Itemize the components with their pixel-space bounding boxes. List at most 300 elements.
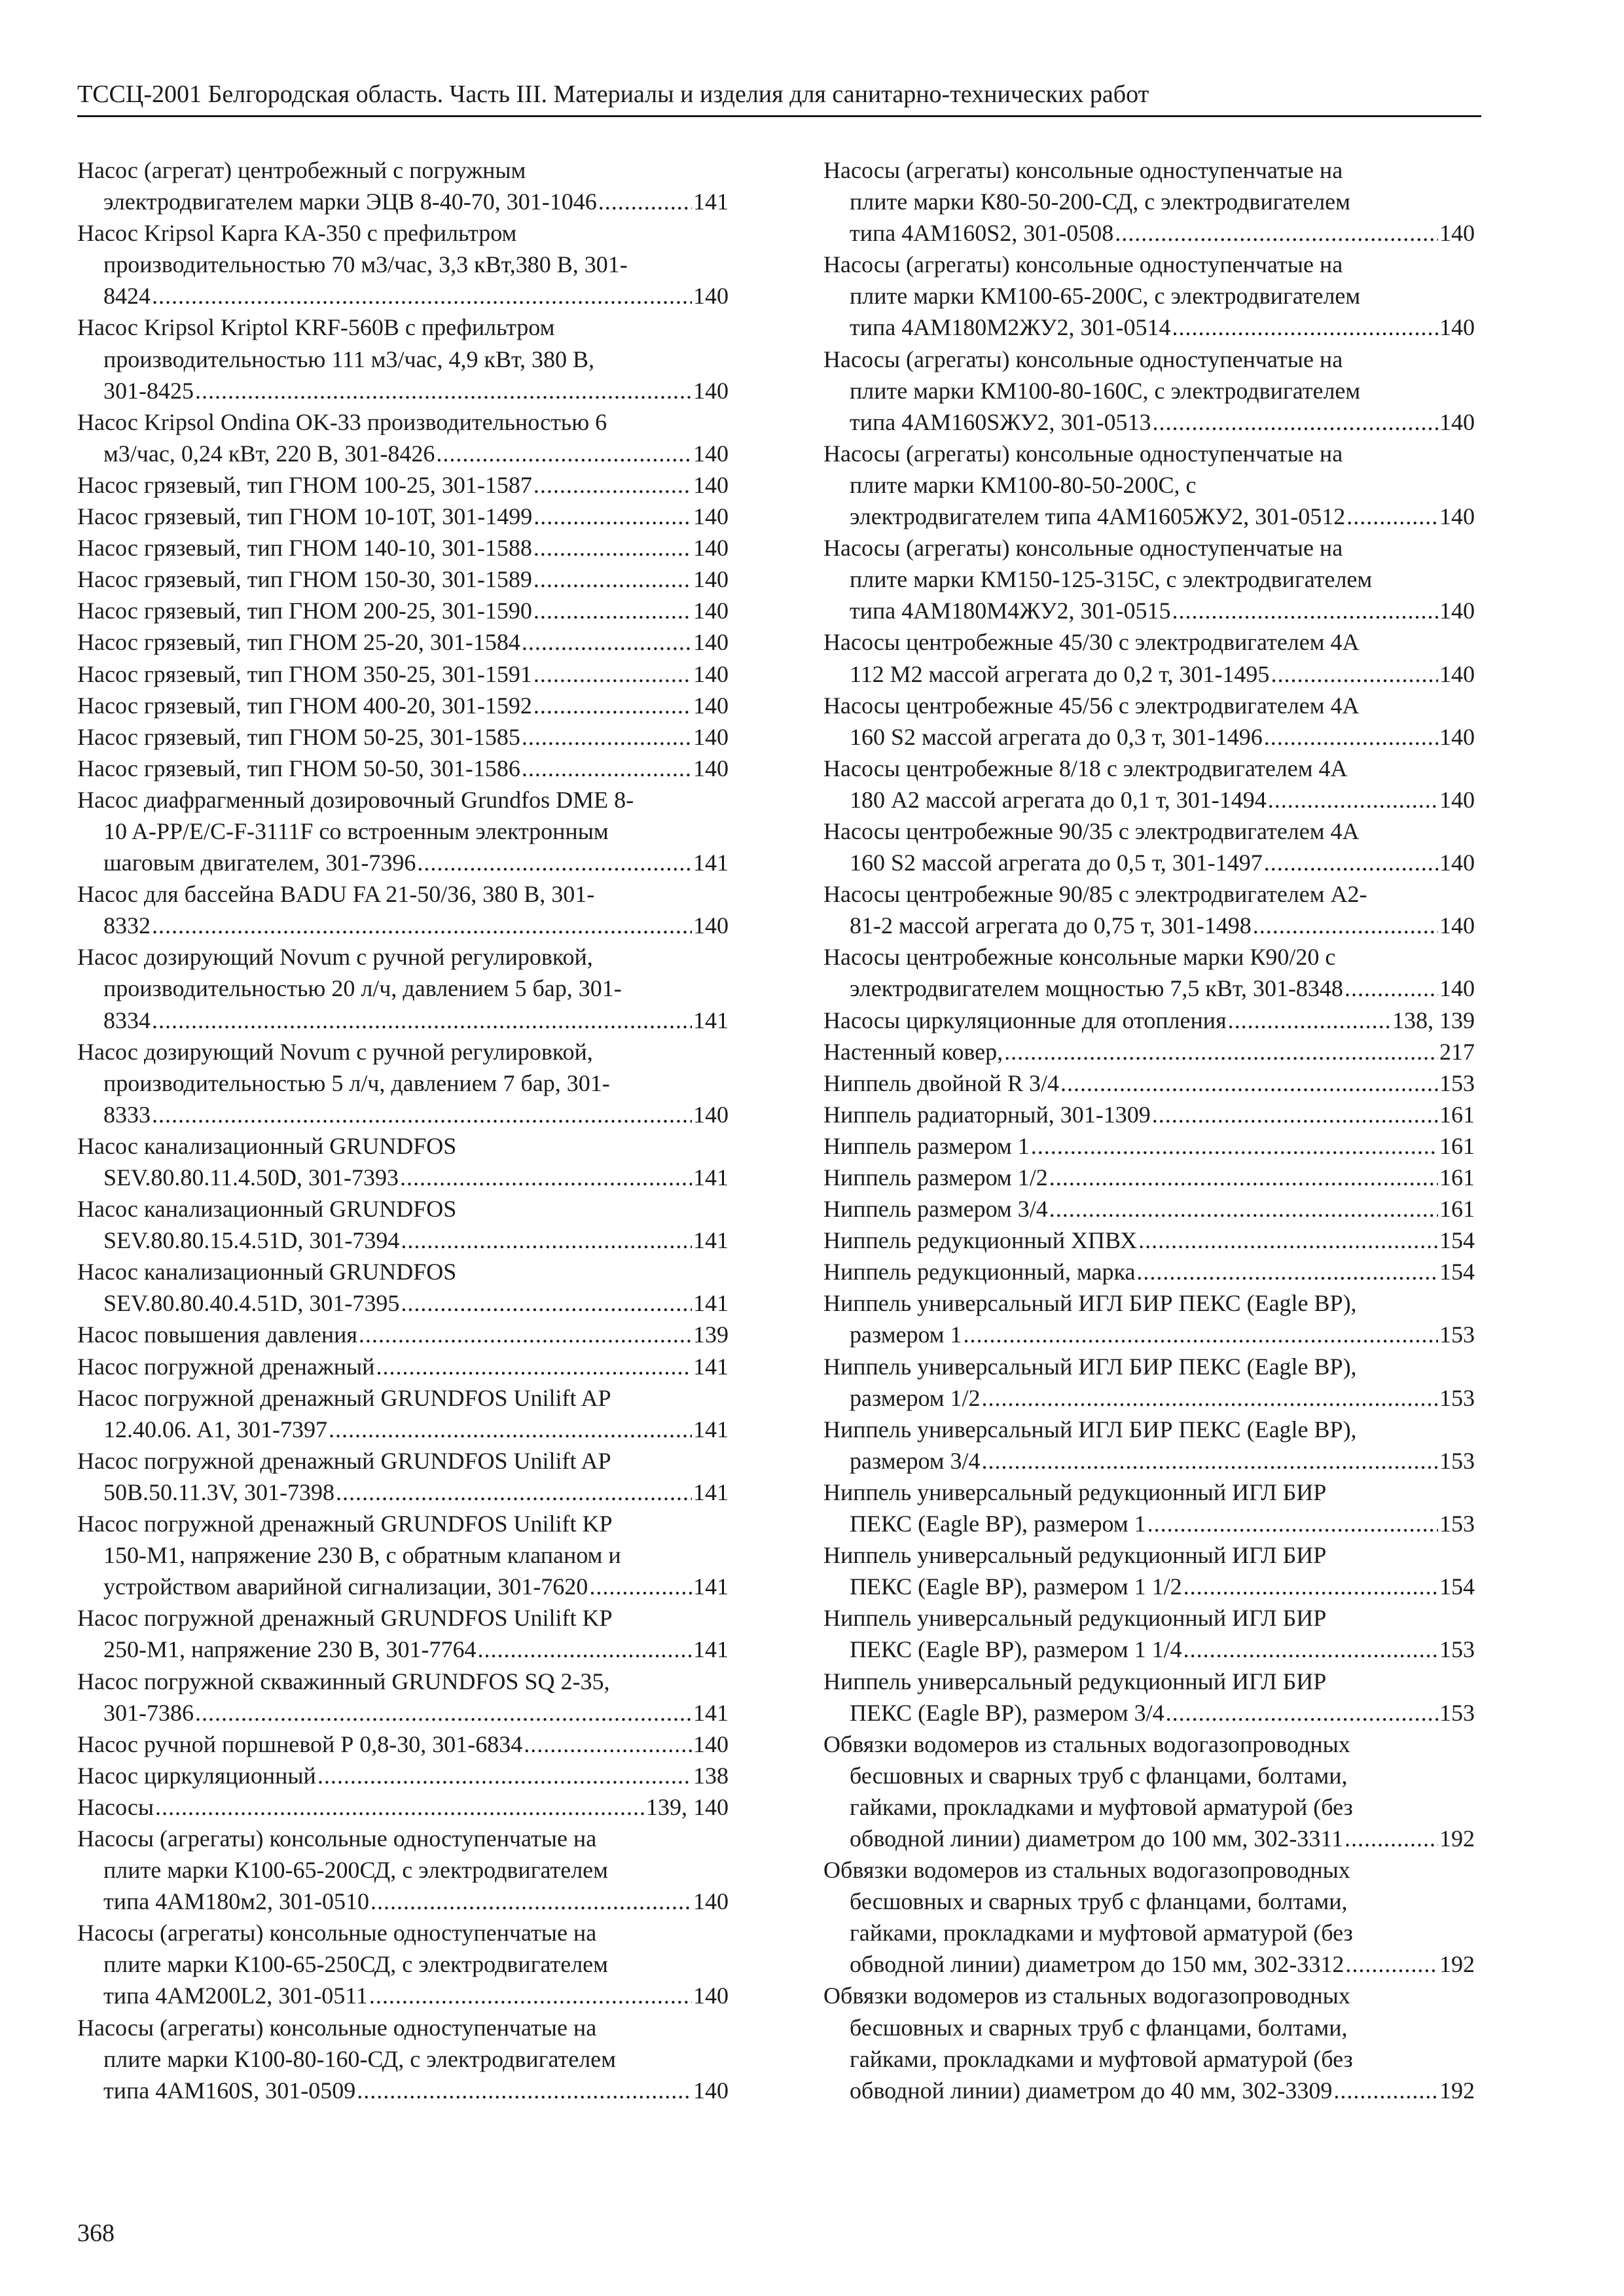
dot-leader	[522, 753, 692, 784]
index-entry	[823, 690, 1475, 753]
index-entry	[823, 154, 1475, 249]
index-entry-text: Ниппель универсальный ИГЛ БИР ПЕКС (Eagle BP),	[823, 1416, 1357, 1443]
dot-leader	[1115, 217, 1438, 249]
dot-leader	[477, 1634, 692, 1665]
index-entry-page: 140	[693, 2077, 729, 2104]
dot-leader	[329, 1414, 692, 1445]
index-entry-text: Насос грязевый, тип ГНОМ 350-25, 301-1591	[77, 660, 532, 687]
index-entry-text: гайками, прокладками и муфтовой арматурой (без	[850, 1920, 1353, 1946]
index-entry	[77, 1823, 729, 1917]
index-entry-last-line	[77, 1351, 729, 1382]
index-entry-last-line	[77, 1414, 729, 1445]
dot-leader	[152, 1005, 692, 1036]
dot-leader	[1183, 1634, 1438, 1665]
index-entry-last-line	[823, 1948, 1475, 1980]
index-entry	[823, 1351, 1475, 1414]
index-entry-text: электродвигателем типа 4АМ1605ЖУ2, 301-0512	[850, 503, 1346, 530]
index-entry-text: Насос погружной скважинный GRUNDFOS SQ 2-35,	[77, 1668, 610, 1695]
index-entry-last-line	[823, 1634, 1475, 1665]
index-entry-text: Насосы центробежные 90/35 с электродвигателем 4А	[823, 817, 1360, 844]
index-entry	[823, 1539, 1475, 1602]
index-entry-text: плите марки КМ100-65-200С, с электродвигателем	[850, 283, 1361, 310]
index-entry-last-line	[77, 1760, 729, 1791]
index-entry	[823, 532, 1475, 626]
header-title: ТССЦ-2001 Белгородская область. Часть III. Материалы и изделия для санитарно-технических работ	[77, 81, 1149, 108]
index-entry-text: Насосы (агрегаты) консольные одноступенчатые на	[77, 1920, 597, 1946]
index-entry-text: Насос для бассейна BADU FA 21-50/36, 380 В, 301-	[77, 881, 595, 908]
index-entry-text: бесшовных и сварных труб с фланцами, болтами,	[850, 2014, 1348, 2041]
index-entry-text: 160 S2 массой агрегата до 0,3 т, 301-1496	[850, 723, 1263, 750]
index-entry-text: электродвигателем мощностью 7,5 кВт, 301-8348	[850, 975, 1343, 1002]
dot-leader	[1172, 595, 1438, 626]
index-entry-text: размером 1/2	[850, 1384, 981, 1411]
dot-leader	[1333, 2075, 1438, 2106]
index-entry-text: Насосы (агрегаты) консольные одноступенчатые на	[823, 346, 1343, 372]
index-entry-page: 153	[1439, 1447, 1475, 1474]
index-entry-last-line	[77, 1634, 729, 1665]
index-entry	[77, 784, 729, 878]
index-entry	[77, 1791, 729, 1823]
dot-leader	[195, 1697, 692, 1729]
dot-leader	[589, 1571, 692, 1602]
dot-leader	[533, 469, 692, 501]
dot-leader	[1344, 973, 1438, 1004]
index-entry-text: Насос канализационный GRUNDFOS	[77, 1132, 457, 1159]
dot-leader	[369, 1980, 692, 2011]
index-entry-text: Насос Kripsol Ondina OK-33 производительностью 6	[77, 408, 607, 435]
page-number: 368	[77, 2219, 115, 2247]
index-entry-text: Насос погружной дренажный	[77, 1353, 375, 1380]
index-entry	[77, 564, 729, 595]
index-entry-page: 141	[693, 1479, 729, 1505]
index-entry-text: Насос погружной дренажный GRUNDFOS Unilift AP	[77, 1384, 611, 1411]
index-entry	[77, 1036, 729, 1130]
index-entry	[77, 658, 729, 690]
index-entry-page: 192	[1439, 2077, 1475, 2104]
index-entry-page: 140	[1439, 786, 1475, 813]
index-entry-text: Насосы (агрегаты) консольные одноступенчатые на	[823, 157, 1343, 183]
index-entry-last-line	[823, 1067, 1475, 1099]
index-entry-last-line	[77, 1729, 729, 1760]
index-entry-text: Насос ручной поршневой Р 0,8-30, 301-6834	[77, 1731, 523, 1757]
dot-leader	[155, 1791, 645, 1823]
index-entry-last-line	[77, 753, 729, 784]
index-entry-last-line	[77, 438, 729, 469]
dot-leader	[195, 375, 692, 406]
index-entry-text: Насос грязевый, тип ГНОМ 200-25, 301-1590	[77, 598, 532, 624]
index-entry-text: Ниппель радиаторный, 301-1309	[823, 1101, 1151, 1128]
index-entry-text: электродвигателем марки ЭЦВ 8-40-70, 301-1046	[103, 188, 597, 215]
index-entry	[77, 1602, 729, 1665]
index-entry-page: 141	[693, 1164, 729, 1191]
index-entry-page: 140	[693, 723, 729, 750]
index-column-left	[77, 154, 729, 2106]
index-entry-text: 50B.50.11.3V, 301-7398	[103, 1479, 335, 1505]
index-entry-last-line	[823, 1697, 1475, 1729]
index-entry-text: 8332	[103, 912, 151, 939]
index-entry-last-line	[77, 2075, 729, 2106]
dot-leader	[598, 186, 692, 217]
index-entry-last-line	[77, 1099, 729, 1130]
index-entry	[823, 1854, 1475, 1980]
index-entry-text: Насос грязевый, тип ГНОМ 50-50, 301-1586	[77, 755, 520, 781]
index-entry-page: 140	[693, 440, 729, 467]
index-entry-text: Насос (агрегат) центробежный с погружным	[77, 157, 526, 183]
dot-leader	[1344, 1823, 1438, 1854]
index-entry-text: 8424	[103, 283, 151, 310]
index-entry	[77, 469, 729, 501]
index-entry	[77, 1760, 729, 1791]
index-entry-text: Насосы (агрегаты) консольные одноступенчатые на	[77, 2014, 597, 2041]
index-entry-last-line	[823, 973, 1475, 1004]
index-entry-text: Обвязки водомеров из стальных водогазопроводных	[823, 1731, 1350, 1757]
index-entry-last-line	[77, 721, 729, 753]
index-entry-text: Насосы	[77, 1793, 154, 1820]
dot-leader	[524, 1729, 692, 1760]
page-header	[77, 79, 1481, 117]
index-entry-last-line	[77, 501, 729, 532]
index-entry-last-line	[823, 2075, 1475, 2106]
dot-leader	[982, 1445, 1438, 1477]
index-entry-last-line	[77, 1319, 729, 1350]
index-entry	[77, 1666, 729, 1729]
index-entry-text: Ниппель универсальный редукционный ИГЛ БИР	[823, 1668, 1327, 1695]
index-entry	[77, 1130, 729, 1193]
index-entry-last-line	[823, 1382, 1475, 1414]
index-entry-last-line	[823, 1225, 1475, 1256]
index-entry-page: 140	[1439, 975, 1475, 1002]
index-entry	[823, 1602, 1475, 1665]
index-entry-page: 154	[1439, 1259, 1475, 1285]
index-entry-text: ПЕКС (Eagle BP), размером 1	[850, 1511, 1146, 1537]
index-entry-text: Насос грязевый, тип ГНОМ 100-25, 301-1587	[77, 471, 532, 498]
index-entry-page: 140	[1439, 912, 1475, 939]
index-entry-text: Насосы (агрегаты) консольные одноступенчатые на	[77, 1825, 597, 1852]
dot-leader	[1228, 1005, 1391, 1036]
index-entry-last-line	[823, 1445, 1475, 1477]
index-entry-page: 140	[1439, 314, 1475, 341]
index-entry-last-line	[823, 1036, 1475, 1067]
dot-leader	[1264, 847, 1438, 878]
dot-leader	[317, 1760, 692, 1791]
dot-leader	[336, 1477, 692, 1508]
index-entry-text: Насосы центробежные 90/85 с электродвигателем А2-	[823, 881, 1367, 908]
index-entry-text: Насос грязевый, тип ГНОМ 10-10Т, 301-1499	[77, 503, 533, 530]
index-entry-page: 138, 139	[1392, 1007, 1475, 1033]
index-entry-page: 153	[1439, 1699, 1475, 1726]
index-entry	[77, 721, 729, 753]
index-entry-page: 154	[1439, 1227, 1475, 1254]
index-entry	[823, 816, 1475, 878]
index-entry-page: 139, 140	[646, 1793, 729, 1820]
index-entry-last-line	[77, 532, 729, 564]
index-entry-page: 153	[1439, 1384, 1475, 1411]
index-entry	[823, 1130, 1475, 1162]
index-entry-text: Насос повышения давления	[77, 1321, 357, 1348]
index-entry	[823, 1036, 1475, 1067]
index-entry-page: 140	[1439, 598, 1475, 624]
index-entry-text: 112 М2 массой агрегата до 0,2 т, 301-1495	[850, 660, 1270, 687]
index-entry	[77, 1193, 729, 1256]
index-entry-page: 141	[693, 850, 729, 876]
index-entry-last-line	[77, 1886, 729, 1917]
index-entry-text: Насосы центробежные 45/30 с электродвигателем 4А	[823, 629, 1360, 656]
index-entry-text: Насос грязевый, тип ГНОМ 50-25, 301-1585	[77, 723, 520, 750]
index-entry-page: 153	[1439, 1069, 1475, 1096]
index-entry	[823, 626, 1475, 689]
index-entry-page: 140	[693, 755, 729, 781]
index-entry-last-line	[77, 1791, 729, 1823]
index-entry-text: обводной линии) диаметром до 100 мм, 302-3311	[850, 1825, 1344, 1852]
index-entry-page: 161	[1439, 1132, 1475, 1159]
index-entry-page: 153	[1439, 1636, 1475, 1663]
index-entry-text: плите марки КМ100-80-160С, с электродвигателем	[850, 377, 1361, 404]
index-entry-last-line	[77, 1287, 729, 1319]
index-entry-last-line	[77, 1571, 729, 1602]
index-entry-page: 140	[693, 1101, 729, 1128]
index-entry-text: ПЕКС (Eagle BP), размером 1 1/4	[850, 1636, 1182, 1663]
dot-leader	[152, 1099, 692, 1130]
index-entry-text: Насосы циркуляционные для отопления	[823, 1007, 1227, 1033]
dot-leader	[1153, 406, 1439, 438]
index-entry	[77, 154, 729, 217]
index-entry-last-line	[77, 595, 729, 626]
index-entry-last-line	[823, 1162, 1475, 1193]
dot-leader	[1346, 501, 1438, 532]
index-entry-text: SEV.80.80.15.4.51D, 301-7394	[103, 1227, 400, 1254]
index-entry-text: Ниппель двойной R 3/4	[823, 1069, 1060, 1096]
index-entry	[823, 1666, 1475, 1729]
index-entry	[823, 753, 1475, 816]
index-entry-page: 140	[1439, 503, 1475, 530]
index-entry-page: 140	[1439, 660, 1475, 687]
dot-leader	[152, 910, 692, 941]
index-entry	[823, 438, 1475, 532]
index-entry-text: плите марки К100-65-200СД, с электродвигателем	[103, 1857, 608, 1884]
index-entry-last-line	[823, 501, 1475, 532]
index-entry-text: Насосы центробежные 45/56 с электродвигателем 4А	[823, 692, 1360, 719]
index-entry-text: 160 S2 массой агрегата до 0,5 т, 301-1497	[850, 850, 1263, 876]
index-entry	[823, 1193, 1475, 1225]
index-entry-text: Насосы (агрегаты) консольные одноступенчатые на	[823, 251, 1343, 278]
index-entry-last-line	[823, 1256, 1475, 1287]
index-entry	[823, 1414, 1475, 1477]
index-entry-text: типа 4АМ160S, 301-0509	[103, 2077, 356, 2104]
dot-leader	[1049, 1193, 1438, 1225]
index-entry	[823, 1225, 1475, 1256]
index-entry	[77, 941, 729, 1035]
index-entry	[77, 217, 729, 312]
index-entry-page: 139	[693, 1321, 729, 1348]
dot-leader	[401, 1287, 692, 1319]
index-entry	[77, 1351, 729, 1382]
index-entry-text: Насосы центробежные консольные марки К90/20 с	[823, 944, 1336, 971]
index-entry-text: бесшовных и сварных труб с фланцами, болтами,	[850, 1888, 1348, 1915]
index-entry-text: Насос Kripsol Kriptol KRF-560B с префильтром	[77, 314, 555, 341]
dot-leader	[1166, 1697, 1438, 1729]
index-entry-last-line	[77, 658, 729, 690]
index-entry	[823, 1980, 1475, 2106]
index-entry-text: 180 А2 массой агрегата до 0,1 т, 301-1494	[850, 786, 1267, 813]
index-entry-text: типа 4АМ160SЖУ2, 301-0513	[850, 408, 1151, 435]
index-entry-text: Ниппель универсальный редукционный ИГЛ БИР	[823, 1542, 1327, 1569]
index-entry-text: производительностью 5 л/ч, давлением 7 бар, 301-	[103, 1069, 610, 1096]
dot-leader	[1271, 658, 1438, 690]
index-entry-page: 153	[1439, 1321, 1475, 1348]
index-entry	[77, 1256, 729, 1319]
index-entry	[77, 1917, 729, 2011]
index-entry-text: 81-2 массой агрегата до 0,75 т, 301-1498	[850, 912, 1252, 939]
index-entry-text: 301-7386	[103, 1699, 194, 1726]
dot-leader	[533, 595, 692, 626]
index-entry-last-line	[77, 186, 729, 217]
index-entry-text: ПЕКС (Eagle BP), размером 1 1/2	[850, 1573, 1182, 1600]
index-entry-last-line	[77, 1980, 729, 2011]
index-entry-page: 138	[693, 1762, 729, 1789]
index-entry	[823, 1729, 1475, 1854]
index-entry-text: 8333	[103, 1101, 151, 1128]
index-entry-page: 161	[1439, 1101, 1475, 1128]
index-entry-text: производительностью 70 м3/час, 3,3 кВт,380 В, 301-	[103, 251, 628, 278]
index-entry	[823, 1287, 1475, 1350]
index-entry-page: 140	[693, 471, 729, 498]
index-entry-text: устройством аварийной сигнализации, 301-7620	[103, 1573, 588, 1600]
index-entry-text: Ниппель универсальный ИГЛ БИР ПЕКС (Eagle BP),	[823, 1290, 1357, 1317]
index-entry-last-line	[77, 910, 729, 941]
index-entry-last-line	[77, 1162, 729, 1193]
index-entry-text: Насос циркуляционный	[77, 1762, 316, 1789]
index-entry-text: Ниппель размером 1	[823, 1132, 1030, 1159]
dot-leader	[533, 690, 692, 721]
dot-leader	[533, 658, 692, 690]
index-entry-text: типа 4АМ180М4ЖУ2, 301-0515	[850, 598, 1171, 624]
index-entry-page: 140	[693, 660, 729, 687]
index-entry-text: Обвязки водомеров из стальных водогазопроводных	[823, 1857, 1350, 1884]
index-entry	[77, 1382, 729, 1445]
index-entry	[823, 1256, 1475, 1287]
index-entry-page: 140	[693, 377, 729, 404]
index-entry-text: размером 1	[850, 1321, 962, 1348]
index-entry-text: Насос грязевый, тип ГНОМ 400-20, 301-1592	[77, 692, 532, 719]
index-entry-last-line	[823, 1571, 1475, 1602]
index-entry-last-line	[77, 564, 729, 595]
index-entry-page: 217	[1439, 1038, 1475, 1065]
index-entry-page: 140	[693, 692, 729, 719]
dot-leader	[1004, 1036, 1438, 1067]
index-entry-page: 140	[1439, 220, 1475, 247]
index-entry-page: 141	[693, 1416, 729, 1443]
dot-leader	[1060, 1067, 1438, 1099]
index-entry-text: 10 A-PP/E/C-F-3111F со встроенным электронным	[103, 817, 609, 844]
index-entry-page: 153	[1439, 1511, 1475, 1537]
index-entry-page: 140	[1439, 723, 1475, 750]
index-entry-text: Насос дозирующий Novum с ручной регулировкой,	[77, 944, 593, 971]
index-entry-page: 140	[693, 1731, 729, 1757]
index-entry-text: Насосы (агрегаты) консольные одноступенчатые на	[823, 440, 1343, 467]
index-entry	[823, 1162, 1475, 1193]
dot-leader	[1268, 784, 1438, 816]
index-entry-text: Ниппель универсальный ИГЛ БИР ПЕКС (Eagle BP),	[823, 1353, 1357, 1380]
index-entry-last-line	[823, 1193, 1475, 1225]
index-entry-text: Насосы центробежные 8/18 с электродвигателем 4А	[823, 755, 1348, 781]
index-entry-text: обводной линии) диаметром до 40 мм, 302-3309	[850, 2077, 1333, 2104]
dot-leader	[376, 1351, 692, 1382]
index-entry-text: Насос грязевый, тип ГНОМ 150-30, 301-1589	[77, 566, 532, 593]
index-entry	[77, 753, 729, 784]
index-entry-last-line	[823, 1130, 1475, 1162]
index-entry	[77, 626, 729, 658]
index-entry-last-line	[77, 375, 729, 406]
index-entry-text: производительностью 111 м3/час, 4,9 кВт, 380 В,	[103, 346, 595, 372]
index-entry-page: 140	[693, 1982, 729, 2009]
index-entry-page: 140	[693, 535, 729, 562]
index-entry-text: плите марки К100-65-250СД, с электродвигателем	[103, 1951, 608, 1978]
index-entry-page: 141	[693, 1573, 729, 1600]
index-entry-text: гайками, прокладками и муфтовой арматурой (без	[850, 1793, 1353, 1820]
index-entry-last-line	[823, 721, 1475, 753]
index-entry-page: 141	[693, 1636, 729, 1663]
index-column-right	[823, 154, 1475, 2106]
index-entry-page: 161	[1439, 1196, 1475, 1223]
index-entry-text: 301-8425	[103, 377, 194, 404]
index-entry-last-line	[823, 847, 1475, 878]
index-entry-text: бесшовных и сварных труб с фланцами, болтами,	[850, 1762, 1348, 1789]
index-entry-text: м3/час, 0,24 кВт, 220 В, 301-8426	[103, 440, 435, 467]
index-entry-page: 141	[693, 1290, 729, 1317]
index-entry-last-line	[823, 1508, 1475, 1539]
index-entry-page: 140	[693, 912, 729, 939]
dot-leader	[522, 626, 692, 658]
index-entry	[823, 1005, 1475, 1036]
index-entry-page: 141	[693, 1353, 729, 1380]
index-entry	[823, 344, 1475, 438]
dot-leader	[533, 501, 692, 532]
index-entry-text: шаговым двигателем, 301-7396	[103, 850, 416, 876]
index-entry-text: Насос погружной дренажный GRUNDFOS Unilift AP	[77, 1447, 611, 1474]
dot-leader	[400, 1162, 692, 1193]
index-entry-text: Насос грязевый, тип ГНОМ 25-20, 301-1584	[77, 629, 520, 656]
index-entry-last-line	[77, 847, 729, 878]
index-entry	[823, 1099, 1475, 1130]
index-entry	[77, 1319, 729, 1350]
index-entry-page: 161	[1439, 1164, 1475, 1191]
index-entry-page: 154	[1439, 1573, 1475, 1600]
index-entry	[77, 690, 729, 721]
index-entry-last-line	[77, 469, 729, 501]
dot-leader	[1253, 910, 1438, 941]
index-entry-last-line	[77, 626, 729, 658]
index-entry-page: 140	[693, 283, 729, 310]
dot-leader	[1264, 721, 1438, 753]
index-entry-text: 150-M1, напряжение 230 В, с обратным клапаном и	[103, 1542, 621, 1569]
dot-leader	[152, 280, 692, 312]
index-entry-text: Насос канализационный GRUNDFOS	[77, 1196, 457, 1223]
index-entry-last-line	[77, 1697, 729, 1729]
dot-leader	[401, 1225, 692, 1256]
index-entry-text: плите марки КМ150-125-315С, с электродвигателем	[850, 566, 1373, 593]
dot-leader	[1172, 312, 1438, 343]
index-entry	[77, 1445, 729, 1508]
dot-leader	[982, 1382, 1438, 1414]
index-entry-text: Ниппель размером 3/4	[823, 1196, 1048, 1223]
index-entry-text: Насос диафрагменный дозировочный Grundfos DME 8-	[77, 786, 634, 813]
index-entry-page: 140	[693, 566, 729, 593]
index-entry-text: SEV.80.80.40.4.51D, 301-7395	[103, 1290, 400, 1317]
index-entry-text: Насос погружной дренажный GRUNDFOS Unilift KP	[77, 1511, 613, 1537]
index-entry-text: Насос грязевый, тип ГНОМ 140-10, 301-1588	[77, 535, 532, 562]
index-entry-page: 140	[693, 598, 729, 624]
index-entry	[823, 249, 1475, 343]
